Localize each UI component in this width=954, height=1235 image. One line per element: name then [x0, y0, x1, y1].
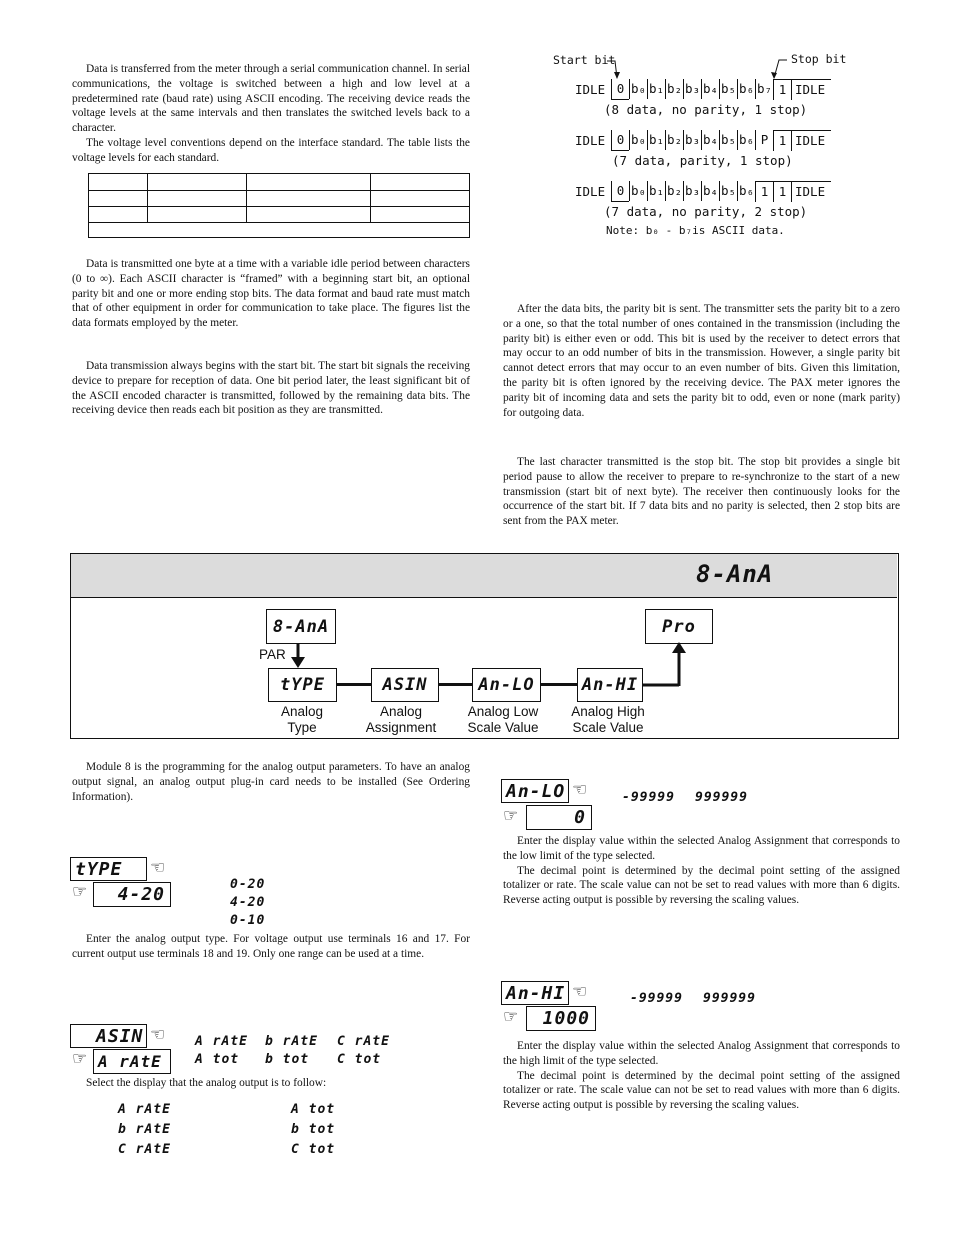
module-header-code: 8-AnA [696, 560, 774, 588]
an-hi-text [503, 1039, 900, 1113]
module-paragraph: Module 8 is the programming for the analog output parameters. To have an analog output signal, an analog output plug-in card needs to be installed (See Ordering Information). [72, 761, 470, 803]
flow-box-type: tYPE [268, 668, 337, 702]
hand-pointer-icon: ☜ [572, 780, 588, 799]
type-paragraph: Enter the analog output type. For voltage output use terminals 16 and 17. For current output use terminals 18 and 19. Only one range can be used at a time. [72, 933, 470, 960]
flow-label-asin [358, 704, 444, 736]
asin-option: C rAtE [337, 1034, 390, 1049]
flow-connector [438, 683, 472, 686]
an-hi-max: 999999 [703, 991, 756, 1006]
bit-cell: b₃ [683, 130, 701, 150]
flow-label-an-lo [460, 704, 546, 736]
asin-value-display: A rAtE [93, 1049, 171, 1074]
stop-bit-label: Stop bit [791, 52, 847, 66]
bit-cell: b₆ [737, 79, 755, 99]
asin-option: A rAtE [195, 1034, 248, 1049]
stop-cell: 1 [773, 181, 791, 202]
idle-end: IDLE [791, 79, 831, 100]
an-lo-paragraph-1: Enter the display value within the selected Analog Assignment that corresponds to the low limit of the type selected. [503, 835, 900, 862]
type-option: 0-10 [230, 913, 266, 928]
bit-cell: b₀ [629, 79, 647, 99]
stop-cell: 1 [773, 130, 791, 151]
hand-pointer-icon: ☞ [72, 1049, 88, 1068]
hand-pointer-icon: ☜ [150, 1025, 166, 1044]
asin-text [72, 1076, 470, 1091]
bit-cell: 0 [611, 181, 629, 202]
flow-box-an-hi: An-HI [577, 668, 643, 702]
start-bit-label: Start bit [553, 53, 616, 67]
hand-pointer-icon: ☜ [150, 858, 166, 877]
type-option: 4-20 [230, 895, 266, 910]
idle-end: IDLE [791, 130, 831, 151]
hand-pointer-icon: ☞ [503, 806, 519, 825]
flow-box-asin: ASIN [371, 668, 439, 702]
an-hi-value-display: 1000 [526, 1006, 596, 1031]
bit-cell: b₂ [665, 181, 683, 201]
flow-label-an-hi [562, 704, 654, 736]
hand-pointer-icon: ☞ [503, 1007, 519, 1026]
label-line: Assignment [365, 720, 437, 735]
hand-pointer-icon: ☜ [572, 982, 588, 1001]
idle-start: IDLE [575, 183, 606, 199]
bit-cell: b₅ [719, 181, 737, 201]
asin-param-display: ASIN [70, 1024, 147, 1048]
bit-cell: b₃ [683, 181, 701, 201]
asin-list-item: A tot [291, 1102, 336, 1117]
type-text [72, 932, 470, 962]
an-hi-min: -99999 [630, 991, 683, 1006]
label-line: Scale Value [572, 720, 644, 735]
idle-end: IDLE [791, 181, 831, 202]
an-lo-min: -99999 [622, 790, 675, 805]
bit-cell: b₂ [665, 130, 683, 150]
idle-start: IDLE [575, 132, 606, 148]
bit-cell: b₃ [683, 79, 701, 99]
stop-cell: 1 [755, 181, 773, 202]
type-param-display: tYPE [70, 857, 147, 881]
an-hi-paragraph-1: Enter the display value within the selected Analog Assignment that corresponds to the high limit of the type selected. [503, 1040, 900, 1067]
an-lo-paragraph-2: The decimal point is determined by the decimal point setting of the assigned totalizer or rate. The scale value can not be set to read values with more than 6 digits. Reverse acting output is possible by reversing the scaling values. [503, 864, 900, 907]
an-lo-max: 999999 [695, 790, 748, 805]
asin-list-item: b rAtE [118, 1122, 171, 1137]
asin-paragraph: Select the display that the analog output is to follow: [86, 1077, 327, 1089]
type-option: 0-20 [230, 877, 266, 892]
flow-label-type [262, 704, 342, 736]
stop-cell: 1 [773, 79, 791, 100]
bit-cell: b₆ [737, 130, 755, 150]
asin-list-item: C tot [291, 1142, 336, 1157]
asin-option: b rAtE [265, 1034, 318, 1049]
module-end-box: Pro [645, 609, 713, 644]
par-label: PAR [259, 647, 286, 662]
asin-list-item: C rAtE [118, 1142, 171, 1157]
flow-connector [336, 683, 371, 686]
parity-paragraph: After the data bits, the parity bit is sent. The transmitter sets the parity bit to a zero or a one, so that the total number of ones contained in the transmission (including the parity bit) is either even or odd. This bit is used by the receiver to detect errors that may occur to an odd number of bits in the transmission. However, a single parity bit cannot detect errors that may occur to an even number of bits. Given this limitation, the parity bit is often ignored by the receiving device. The PAX meter ignores the parity bit of incoming data and sets the parity bit to odd, even or none (mark parity) for outgoing data. [503, 303, 900, 419]
label-line: Analog High [571, 704, 645, 719]
idle-start: IDLE [575, 81, 606, 97]
bit-cell: 0 [611, 79, 629, 100]
label-line: Scale Value [467, 720, 539, 735]
caption-8n1: (8 data, no parity, 1 stop) [604, 102, 808, 117]
flow-connector [540, 683, 577, 686]
intro-paragraph-1: Data is transferred from the meter through a serial communication channel. In serial communications, the voltage is switched between a high and low level at a predetermined rate (baud rate) using ASCII encoding. The receiving device reads the voltage levels at the same intervals and then translates the switched levels back to a character. [72, 63, 470, 135]
flow-box-an-lo: An-LO [472, 668, 541, 702]
bit-cell: b₁ [647, 130, 665, 150]
bit-cell: b₀ [629, 130, 647, 150]
module-text [72, 760, 470, 804]
asin-option: C tot [337, 1052, 382, 1067]
bit-cell: b₁ [647, 181, 665, 201]
bit-cell: b₄ [701, 79, 719, 99]
caption-7p1: (7 data, parity, 1 stop) [612, 153, 793, 168]
label-line: Type [287, 720, 317, 735]
asin-list-item: b tot [291, 1122, 336, 1137]
an-lo-text [503, 834, 900, 908]
intro-paragraph-2: The voltage level conventions depend on the interface standard. The table lists the voltage levels for each standard. [72, 136, 470, 164]
caption-7n2: (7 data, no parity, 2 stop) [604, 204, 808, 219]
bit-cell: b₂ [665, 79, 683, 99]
hand-pointer-icon: ☞ [72, 882, 88, 901]
bit-cell: b₄ [701, 130, 719, 150]
an-lo-param-display: An-LO [501, 779, 569, 803]
start-bit-paragraph: Data transmission always begins with the start bit. The start bit signals the receiving device to prepare for reception of data. One bit period later, the least significant bit of the ASCII encoded character is transmitted, followed by the remaining data bits. The receiving device then reads each bit position as they are transmitted. [72, 360, 470, 417]
bit-cell: b₅ [719, 130, 737, 150]
an-hi-param-display: An-HI [501, 981, 569, 1005]
an-lo-value-display: 0 [526, 805, 592, 830]
stop-bit-paragraph: The last character transmitted is the stop bit. The stop bit provides a single bit period pause to allow the receiver to prepare to re-synchronize to the start of a new transmission (start bit of next byte). The receiver then continuously looks for the occurrence of the start bit. If 7 data bits and no parity is selected, then 2 stop bits are sent from the PAX meter. [503, 456, 900, 528]
an-hi-paragraph-2: The decimal point is determined by the decimal point setting of the assigned totalizer or rate. The scale value can not be set to read values with more than 6 digits. Reverse acting output is possible by reversing the scaling values. [503, 1069, 900, 1112]
module-start-box: 8-AnA [266, 609, 336, 644]
bit-cell: b₇ [755, 79, 773, 99]
asin-option: A tot [195, 1052, 240, 1067]
bit-cell: b₅ [719, 79, 737, 99]
bit-cell: b₁ [647, 79, 665, 99]
label-line: Analog [379, 704, 423, 719]
label-line: Analog [280, 704, 324, 719]
bit-cell: b₄ [701, 181, 719, 201]
bit-cell: 0 [611, 130, 629, 151]
type-value-display: 4-20 [93, 882, 171, 907]
bit-cell: b₀ [629, 181, 647, 201]
asin-option: b tot [265, 1052, 310, 1067]
diagram-note: Note: b₀ - b₇is ASCII data. [606, 224, 785, 237]
framing-paragraph: Data is transmitted one byte at a time with a variable idle period between characters (0 to ∞). Each ASCII character is “framed” with a beginning start bit, an optional parity bit and one or more ending stop bits. The data format and baud rate must match that of other equipment in order for communication to take place. The figures list the data formats employed by the meter. [72, 258, 470, 330]
bit-cell: b₆ [737, 181, 755, 201]
label-line: Analog Low [467, 704, 539, 719]
asin-list-item: A rAtE [118, 1102, 171, 1117]
parity-cell: P [755, 130, 773, 150]
